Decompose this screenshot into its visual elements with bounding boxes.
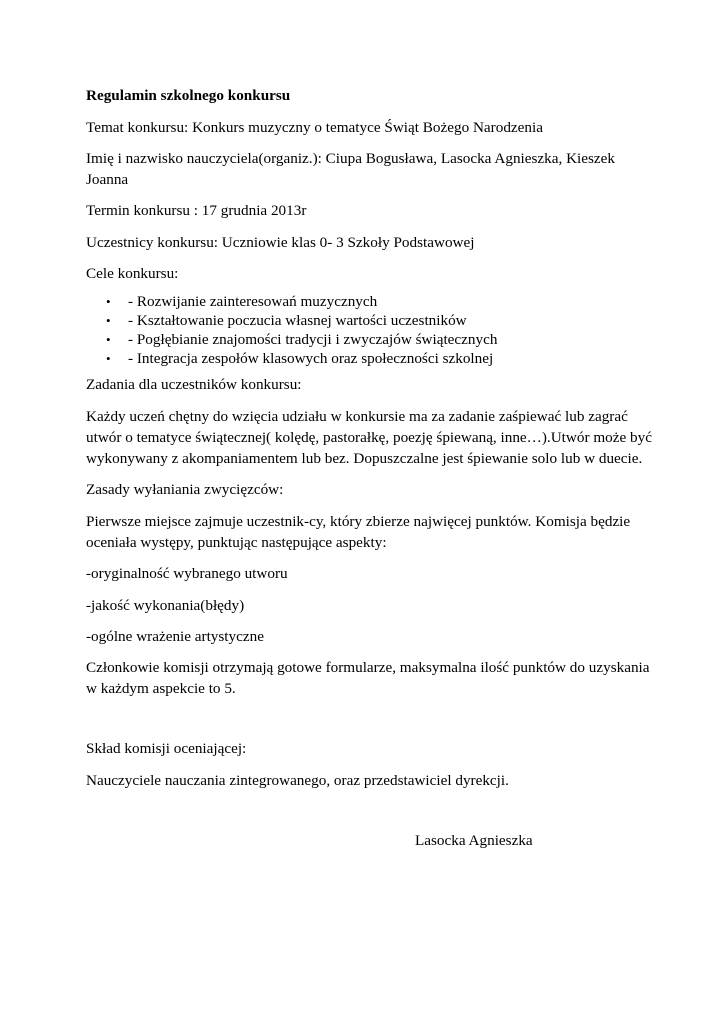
rules-line-2: oceniała występy, punktując następujące aspekty: <box>86 534 387 551</box>
bullet-icon: • <box>106 332 111 347</box>
forms-line-2: w każdym aspekcie to 5. <box>86 680 236 697</box>
goal-text: - Kształtowanie poczucia własnej wartości uczestników <box>128 312 467 329</box>
rules-heading: Zasady wyłaniania zwycięzców: <box>86 481 284 498</box>
date-line: Termin konkursu : 17 grudnia 2013r <box>86 202 307 219</box>
list-item <box>86 330 497 349</box>
rules-line-1: Pierwsze miejsce zajmuje uczestnik-cy, który zbierze najwięcej punktów. Komisja będzie <box>86 513 631 530</box>
list-item <box>86 292 497 311</box>
participants-line: Uczestnicy konkursu: Uczniowie klas 0- 3 Szkoły Podstawowej <box>86 234 475 251</box>
bullet-icon: • <box>106 294 111 309</box>
goals-heading: Cele konkursu: <box>86 265 179 282</box>
tasks-line-1: Każdy uczeń chętny do wzięcia udziału w konkursie ma za zadanie zaśpiewać lub zagrać <box>86 408 628 425</box>
signature: Lasocka Agnieszka <box>415 832 533 849</box>
tasks-line-2: utwór o tematyce świątecznej( kolędę, pastorałkę, poezję śpiewaną, inne…).Utwór może być <box>86 429 652 446</box>
tasks-heading: Zadania dla uczestników konkursu: <box>86 376 302 393</box>
document-title: Regulamin szkolnego konkursu <box>86 87 291 104</box>
goal-text: - Rozwijanie zainteresowań muzycznych <box>128 293 378 310</box>
goal-text: - Pogłębianie znajomości tradycji i zwyczajów świątecznych <box>128 331 498 348</box>
organizers-line-2: Joanna <box>86 171 129 188</box>
tasks-line-3: wykonywany z akompaniamentem lub bez. Dopuszczalne jest śpiewanie solo lub w duecie. <box>86 450 643 467</box>
aspect-originality: -oryginalność wybranego utworu <box>86 565 288 582</box>
list-item <box>86 349 497 368</box>
committee-line: Nauczyciele nauczania zintegrowanego, oraz przedstawiciel dyrekcji. <box>86 772 509 789</box>
organizers-line-1: Imię i nazwisko nauczyciela(organiz.): Ciupa Bogusława, Lasocka Agnieszka, Kieszek <box>86 150 615 167</box>
aspect-impression: -ogólne wrażenie artystyczne <box>86 628 264 645</box>
forms-line-1: Członkowie komisji otrzymają gotowe formularze, maksymalna ilość punktów do uzyskania <box>86 659 650 676</box>
aspect-quality: -jakość wykonania(błędy) <box>86 597 245 614</box>
committee-heading: Skład komisji oceniającej: <box>86 740 247 757</box>
bullet-icon: • <box>106 313 111 328</box>
goals-list <box>86 292 497 368</box>
bullet-icon: • <box>106 351 111 366</box>
topic-line: Temat konkursu: Konkurs muzyczny o tematyce Świąt Bożego Narodzenia <box>86 119 543 136</box>
goal-text: - Integracja zespołów klasowych oraz społeczności szkolnej <box>128 350 494 367</box>
list-item <box>86 311 497 330</box>
